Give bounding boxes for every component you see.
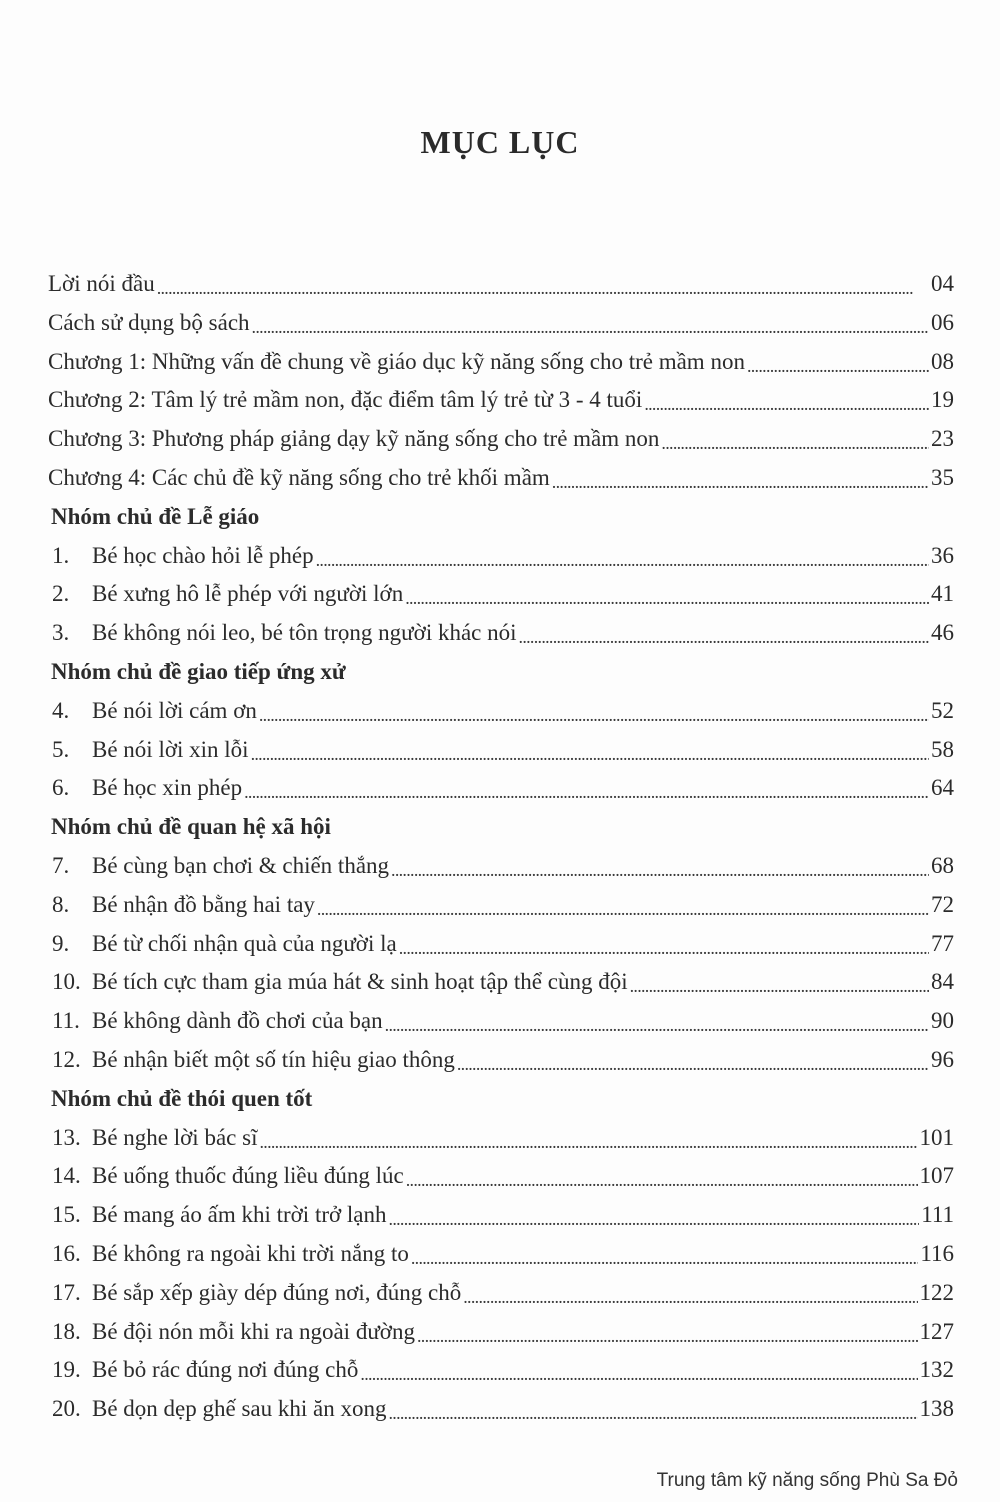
page-footer: Trung tâm kỹ năng sống Phù Sa Đỏ	[656, 1470, 958, 1491]
toc-item-label: Bé tích cực tham gia múa hát & sinh hoạt tập thể cùng đội	[92, 969, 628, 995]
toc-entry-label: Lời nói đầu	[48, 271, 155, 296]
toc-item-page: 132	[919, 1357, 954, 1383]
toc-item-number: 13.	[52, 1124, 81, 1150]
toc-item-number: 7.	[52, 852, 70, 878]
toc-item-label: Bé cùng bạn chơi & chiến thắng	[92, 852, 390, 878]
toc-item-number: 18.	[52, 1318, 81, 1344]
toc-entry-page: 19	[931, 387, 954, 413]
toc-item-page: 68	[931, 852, 954, 878]
dot-leader	[389, 1200, 920, 1239]
dot-leader	[157, 269, 929, 308]
toc-group-heading: Nhóm chủ đề Lễ giáo	[51, 503, 260, 529]
toc-item	[48, 769, 954, 808]
toc-item-number: 3.	[52, 620, 70, 646]
toc-item-page: 72	[931, 891, 954, 917]
toc-item-page: 111	[921, 1202, 954, 1228]
dot-leader	[747, 347, 929, 386]
toc-entry	[48, 381, 954, 420]
toc-group-heading: Nhóm chủ đề quan hệ xã hội	[51, 814, 331, 840]
toc-item-page: 90	[931, 1008, 954, 1034]
toc-item-label: Bé không dành đồ chơi của bạn	[92, 1008, 383, 1034]
dot-leader	[360, 1355, 917, 1394]
toc-item-number: 9.	[52, 930, 70, 956]
toc-item-number: 19.	[52, 1357, 81, 1383]
toc-item-label: Bé dọn dẹp ghế sau khi ăn xong	[92, 1396, 387, 1422]
toc-item-number: 17.	[52, 1279, 81, 1305]
toc-item-page: 41	[931, 581, 954, 607]
toc-item-page: 138	[919, 1396, 954, 1422]
toc-entry-page: 06	[931, 309, 954, 335]
toc-item	[48, 1119, 954, 1158]
dot-leader	[399, 929, 929, 968]
toc-item-page: 46	[931, 620, 954, 646]
toc-item-number: 14.	[52, 1163, 81, 1189]
toc-item-label: Bé nói lời xin lỗi	[92, 736, 249, 762]
dot-leader	[457, 1045, 929, 1084]
toc-entry-label: Chương 4: Các chủ đề kỹ năng sống cho trẻ khối mầm	[48, 464, 550, 490]
dot-leader	[259, 1123, 917, 1162]
toc-item-label: Bé không nói leo, bé tôn trọng người khác nói	[92, 620, 517, 646]
toc-item-number: 10.	[52, 969, 81, 995]
toc-entry	[48, 304, 954, 343]
dot-leader	[644, 385, 929, 424]
toc-item	[48, 1196, 954, 1235]
toc-item	[48, 1002, 954, 1041]
toc-entry-label: Cách sử dụng bộ sách	[48, 309, 250, 335]
toc-item-page: 122	[919, 1279, 954, 1305]
toc-item-page: 101	[919, 1124, 954, 1150]
toc-item-page: 36	[931, 542, 954, 568]
toc-item-page: 107	[919, 1163, 954, 1189]
toc-entry-page: 35	[931, 464, 954, 490]
toc-entry	[48, 265, 954, 304]
toc-item	[48, 1235, 954, 1274]
toc-item	[48, 537, 954, 576]
toc-entry-page: 04	[931, 271, 954, 296]
toc-item-number: 16.	[52, 1240, 81, 1266]
dot-leader	[405, 579, 929, 618]
toc-item	[48, 925, 954, 964]
toc-item-number: 6.	[52, 775, 70, 801]
toc-item	[48, 1157, 954, 1196]
toc-item-label: Bé nhận đồ bằng hai tay	[92, 891, 315, 917]
toc-item-number: 12.	[52, 1046, 81, 1072]
toc-item-label: Bé nói lời cám ơn	[92, 697, 257, 723]
toc-item	[48, 692, 954, 731]
dot-leader	[519, 618, 929, 657]
toc-item	[48, 575, 954, 614]
toc-item-number: 20.	[52, 1396, 81, 1422]
toc-item-number: 15.	[52, 1202, 81, 1228]
toc-item	[48, 886, 954, 925]
toc-entry-label: Chương 1: Những vấn đề chung về giáo dục kỹ năng sống cho trẻ mầm non	[48, 348, 745, 374]
dot-leader	[552, 463, 929, 502]
toc-item-label: Bé bỏ rác đúng nơi đúng chỗ	[92, 1357, 359, 1383]
toc-entry-label: Chương 3: Phương pháp giảng dạy kỹ năng sống cho trẻ mầm non	[48, 426, 660, 452]
toc-entry	[48, 343, 954, 382]
toc-item-page: 52	[931, 697, 954, 723]
toc-item	[48, 1274, 954, 1313]
toc-item-page: 96	[931, 1046, 954, 1072]
dot-leader	[251, 735, 929, 774]
dot-leader	[406, 1161, 918, 1200]
dot-leader	[385, 1006, 929, 1045]
toc-item-number: 8.	[52, 891, 70, 917]
toc-item-label: Bé sắp xếp giày dép đúng nơi, đúng chỗ	[92, 1279, 462, 1305]
dot-leader	[244, 773, 929, 812]
toc-item-label: Bé mang áo ấm khi trời trở lạnh	[92, 1202, 387, 1228]
toc-item	[48, 847, 954, 886]
dot-leader	[417, 1317, 918, 1356]
toc-item-number: 5.	[52, 736, 70, 762]
toc-item-page: 64	[931, 775, 954, 801]
table-of-contents	[48, 265, 954, 1429]
dot-leader	[259, 696, 929, 735]
toc-entry-page: 08	[931, 348, 954, 374]
toc-item-label: Bé nhận biết một số tín hiệu giao thông	[92, 1046, 455, 1072]
page-title: MỤC LỤC	[420, 124, 580, 160]
toc-entry	[48, 420, 954, 459]
toc-item-label: Bé đội nón mỗi khi ra ngoài đường	[92, 1318, 415, 1344]
dot-leader	[661, 424, 929, 463]
toc-item-number: 11.	[52, 1008, 80, 1034]
toc-item-page: 84	[931, 969, 954, 995]
toc-item-label: Bé học xin phép	[92, 775, 243, 801]
dot-leader	[630, 967, 929, 1006]
toc-item	[48, 1041, 954, 1080]
toc-entry	[48, 459, 954, 498]
dot-leader	[317, 890, 929, 929]
toc-item	[48, 1351, 954, 1390]
toc-item	[48, 1313, 954, 1352]
toc-item	[48, 963, 954, 1002]
toc-item-number: 4.	[52, 697, 70, 723]
toc-item-label: Bé xưng hô lễ phép với người lớn	[92, 581, 404, 607]
toc-entry-page: 23	[931, 426, 954, 452]
toc-item-page: 58	[931, 736, 954, 762]
dot-leader	[252, 308, 929, 347]
toc-item	[48, 731, 954, 770]
toc-item	[48, 614, 954, 653]
toc-item-label: Bé nghe lời bác sĩ	[92, 1124, 258, 1150]
toc-item-number: 2.	[52, 581, 70, 607]
toc-group-heading: Nhóm chủ đề giao tiếp ứng xử	[51, 658, 346, 684]
toc-item-label: Bé học chào hỏi lễ phép	[92, 542, 314, 568]
toc-item	[48, 1390, 954, 1429]
toc-item-label: Bé từ chối nhận quà của người lạ	[92, 930, 397, 956]
dot-leader	[316, 541, 929, 580]
toc-item-number: 1.	[52, 542, 70, 568]
toc-group-heading: Nhóm chủ đề thói quen tốt	[51, 1085, 313, 1111]
toc-item-page: 127	[919, 1318, 954, 1344]
toc-item-label: Bé không ra ngoài khi trời nắng to	[92, 1240, 409, 1266]
dot-leader	[411, 1239, 918, 1278]
dot-leader	[463, 1278, 917, 1317]
dot-leader	[388, 1394, 917, 1433]
toc-item-page: 116	[920, 1240, 954, 1266]
toc-item-label: Bé uống thuốc đúng liều đúng lúc	[92, 1163, 404, 1189]
dot-leader	[391, 851, 929, 890]
toc-item-page: 77	[931, 930, 954, 956]
toc-entry-label: Chương 2: Tâm lý trẻ mầm non, đặc điểm tâm lý trẻ từ 3 - 4 tuổi	[48, 387, 643, 413]
